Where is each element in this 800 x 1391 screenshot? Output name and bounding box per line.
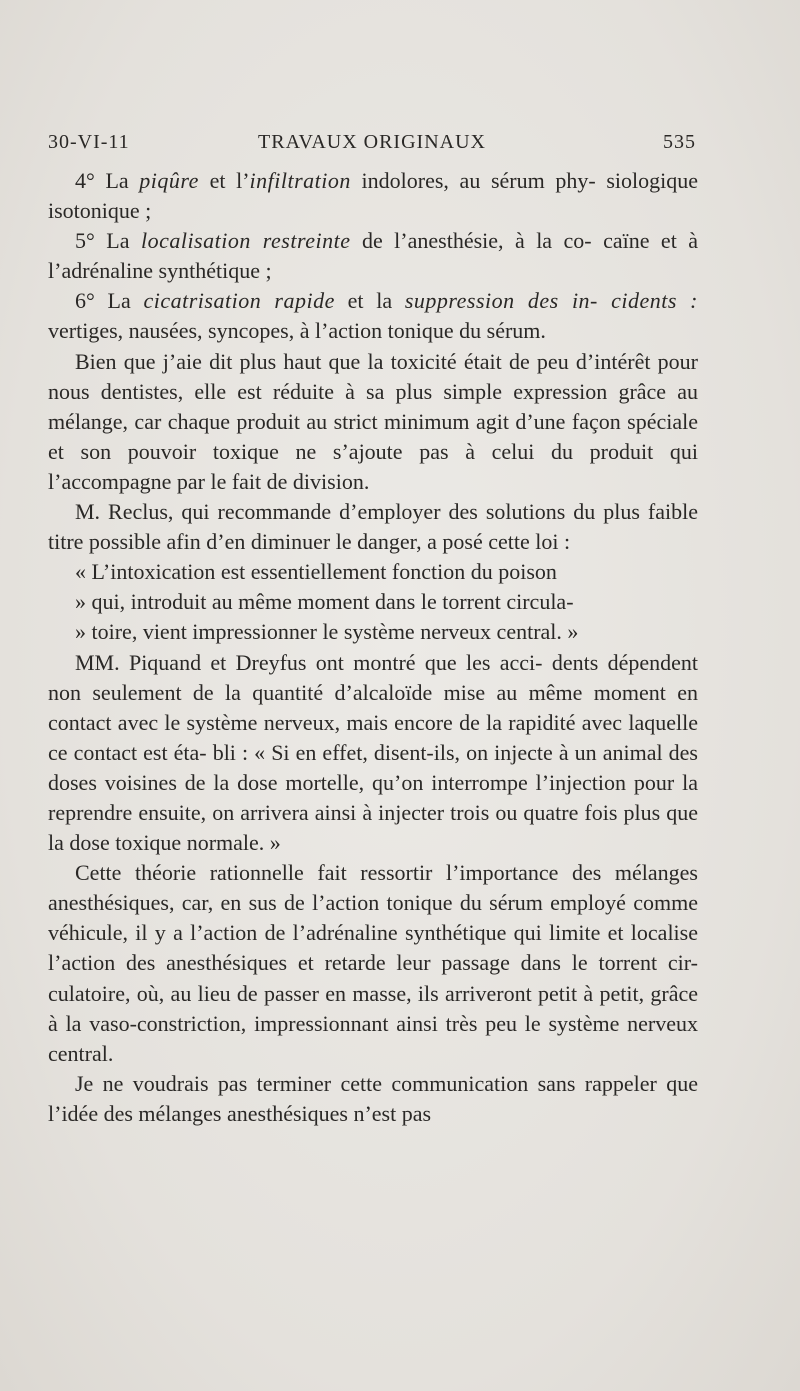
paragraph: Cette théorie rationnelle fait ressortir l’importance des mélanges anesthésiques, car, en sus de l’action tonique du sérum employé comme véhicule, il y a l’action de l’adrénaline synthétique qui limite et localise l’action des anesthésiques et retarde leur passage dans le torrent cir- culatoire, où, au lieu de passer en masse, ils arriveront petit à petit, grâce à la vaso-constriction, impressionnant ainsi très peu le système nerveux central.: [48, 860, 698, 1066]
emphasis: suppression des in- cidents :: [404, 288, 698, 314]
emphasis: localisation restreinte: [140, 228, 351, 254]
item-number: 5°: [75, 228, 95, 254]
paragraph: MM. Piquand et Dreyfus ont montré que les acci- dents dépendent non seulement de la quantité d’alcaloïde mise au même moment en contact avec le système nerveux, mais encore de la rapidité avec laquelle ce contact est éta- bli : « Si en effet, disent-ils, on injecte à un animal des doses voisines de la dose mortelle, qu’on interrompe l’injection pour la reprendre ensuite, on arrivera ainsi à injecter trois ou quatre fois plus que la dose toxique normale. »: [48, 649, 698, 856]
emphasis: cicatrisation rapide: [143, 288, 335, 314]
running-header: [48, 131, 696, 159]
paragraph: M. Reclus, qui recommande d’employer des solutions du plus faible titre possible afin d’en diminuer le danger, a posé cette loi :: [48, 499, 698, 555]
item-number: 6°: [75, 288, 95, 314]
emphasis: infiltration: [249, 168, 351, 193]
paragraph: Bien que j’aie dit plus haut que la toxicité était de peu d’intérêt pour nous dentistes, elle est réduite à sa plus simple expression grâce au mélange, car chaque produit au strict minimum agit d’une façon spéciale et son pouvoir toxique ne s’ajoute pas à celui du produit qui l’accompagne par le fait de division.: [48, 348, 698, 494]
list-item-6: 6° La cicatrisation rapide et la suppression des in- cidents : vertiges, nausées, syncopes, à l’action tonique du sérum.: [48, 288, 698, 344]
header-date: 30-VI-11: [48, 131, 130, 153]
quote-line: » qui, introduit au même moment dans le torrent circula-: [75, 589, 574, 615]
list-item-4: 4° La piqûre et l’infiltration indolores, au sérum phy- siologique isotonique ;: [48, 168, 698, 224]
paragraph: Je ne voudrais pas terminer cette communication sans rappeler que l’idée des mélanges anesthésiques n’est pas: [48, 1070, 698, 1126]
body-text: [48, 166, 698, 1129]
item-number: 4°: [75, 168, 95, 193]
quote-line: » toire, vient impressionner le système nerveux central. »: [75, 619, 579, 645]
emphasis: piqûre: [139, 168, 199, 193]
list-item-5: 5° La localisation restreinte de l’anesthésie, à la co- caïne et à l’adrénaline synthétique ;: [48, 228, 699, 284]
page-number: 535: [663, 131, 696, 153]
quote-line: « L’intoxication est essentiellement fonction du poison: [75, 559, 557, 585]
header-section-title: TRAVAUX ORIGINAUX: [258, 131, 486, 153]
